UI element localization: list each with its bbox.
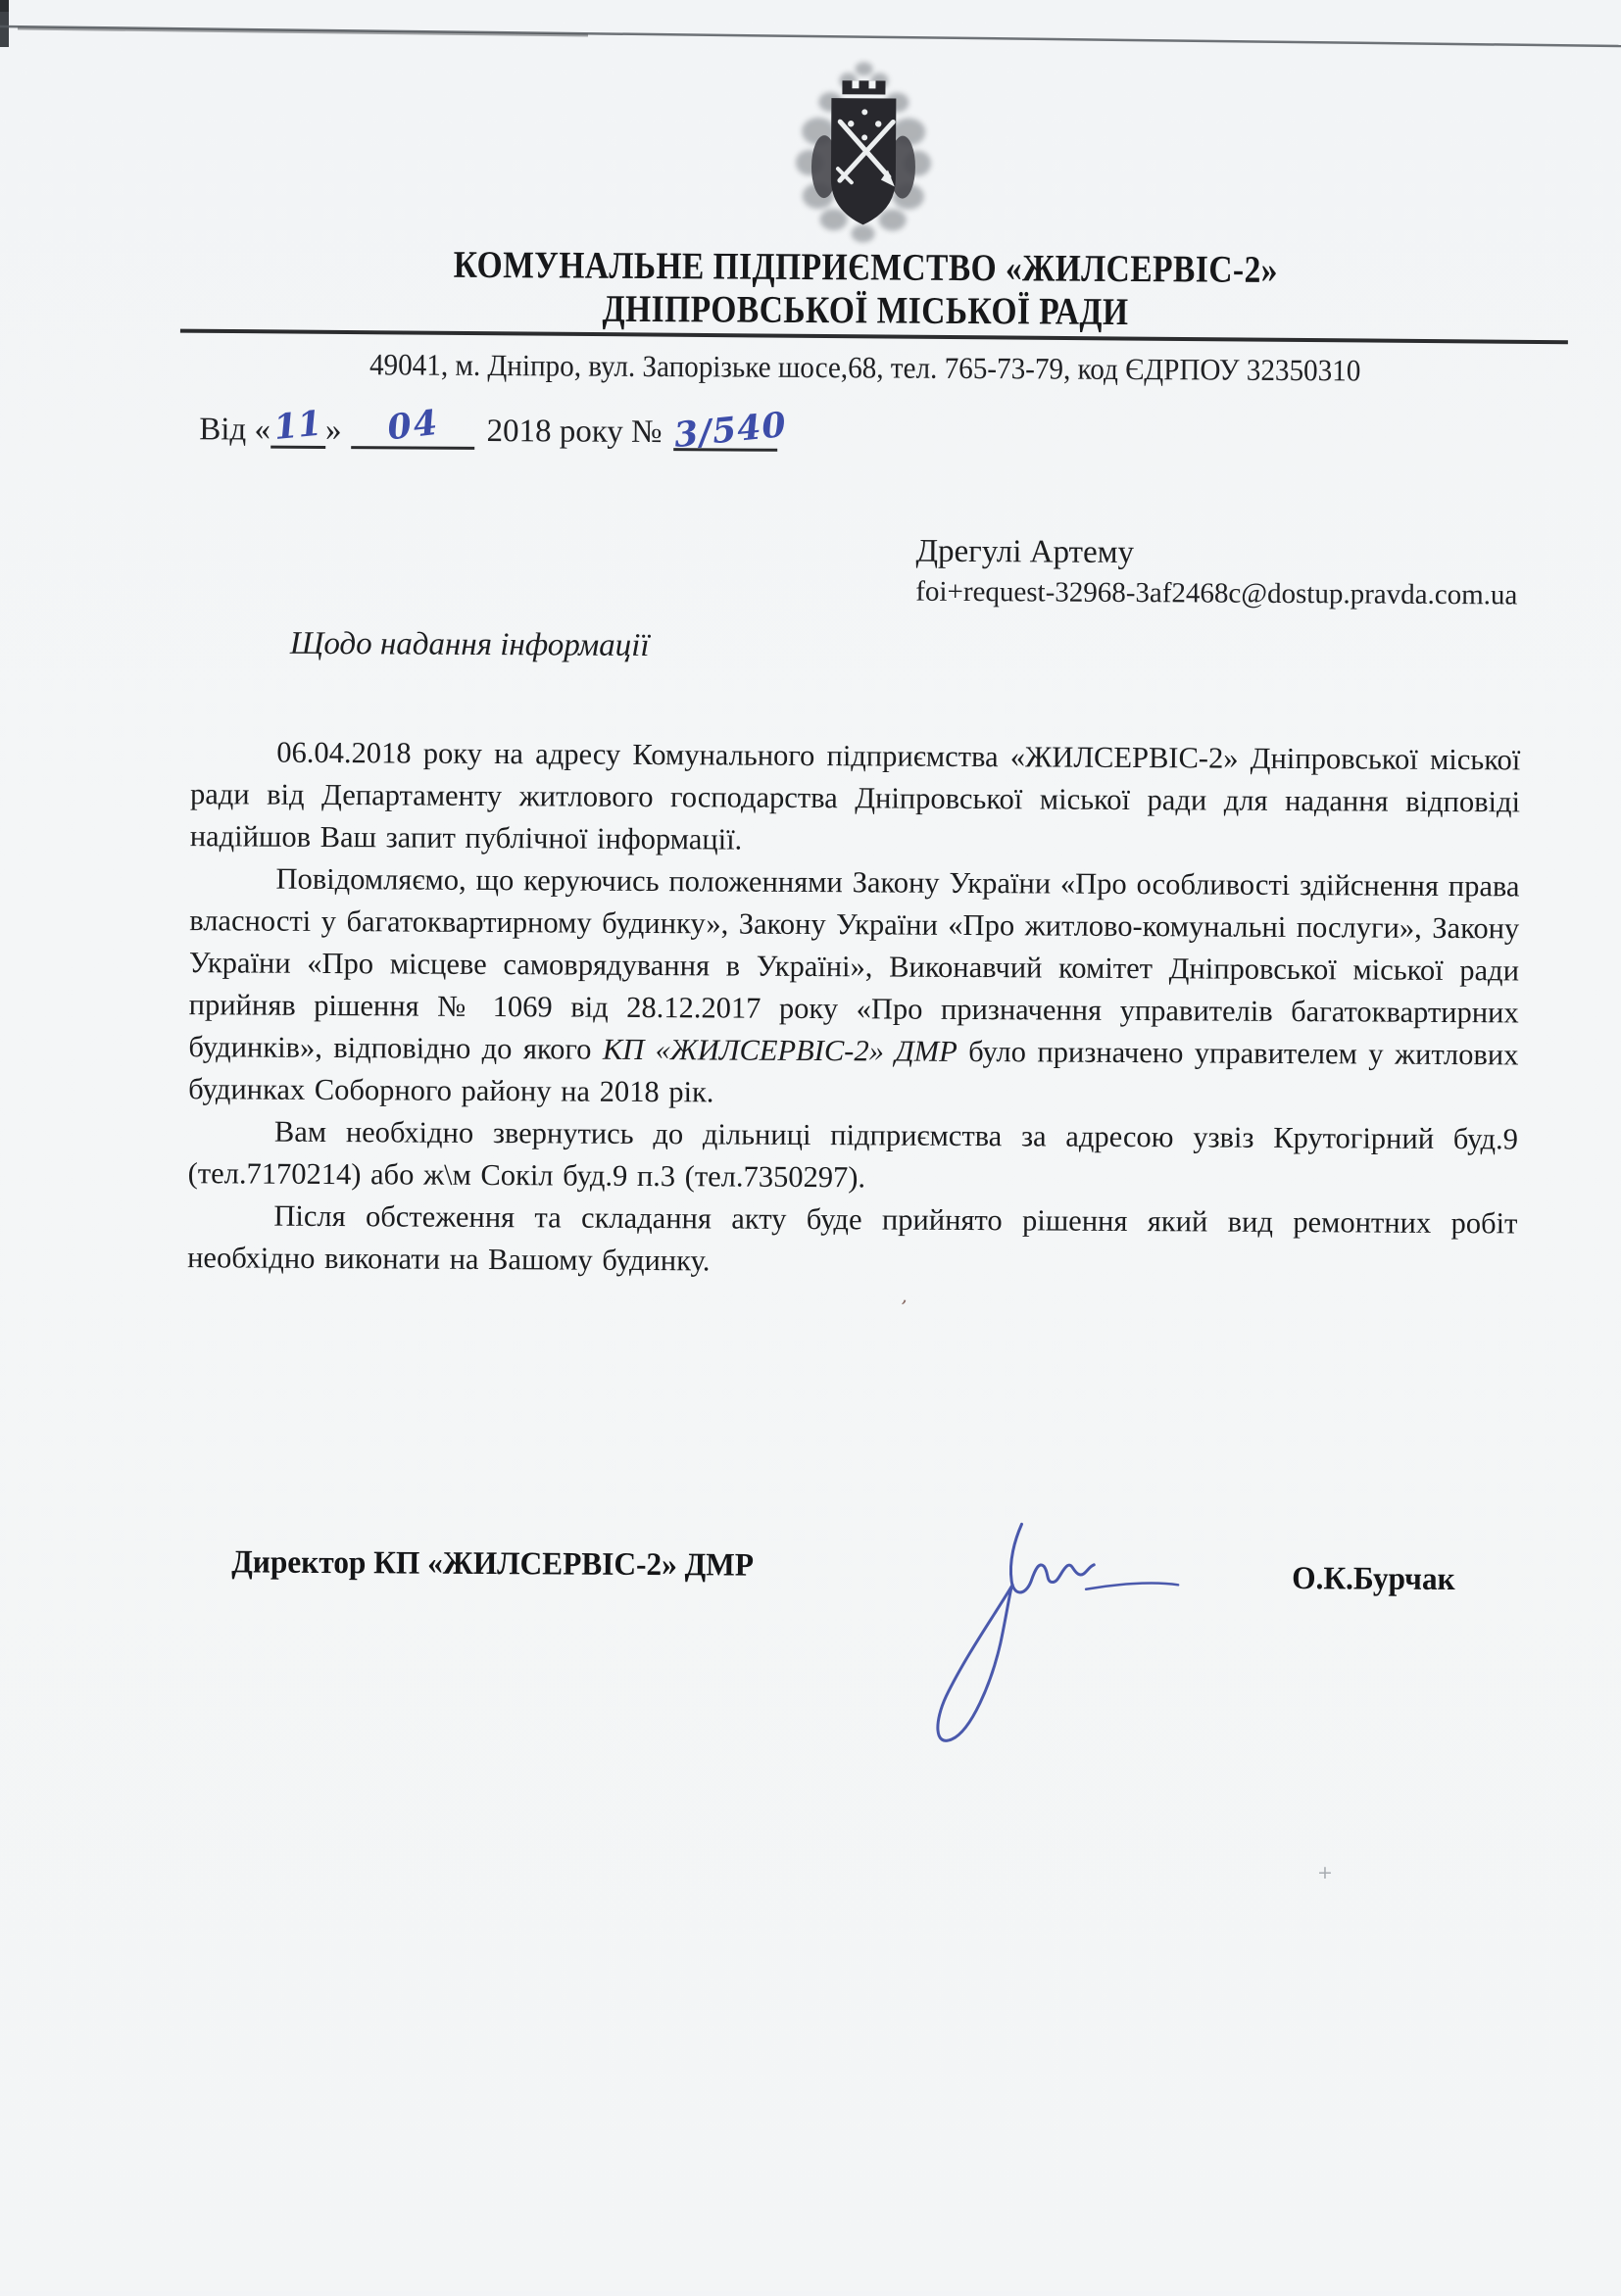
- paragraph-3: Вам необхідно звернутись до дільниці підприємства за адресою узвіз Крутогірний буд.9 (тел.7170214) або ж\м Сокіл буд.9 п.3 (тел.7350297).: [187, 1114, 1519, 1195]
- reference-line: [199, 402, 789, 457]
- handwritten-signature: [871, 1509, 1216, 1785]
- signer-name: О.К.Бурчак: [1292, 1561, 1455, 1598]
- org-name-line2: ДНІПРОВСЬКОЇ МІСЬКОЇ РАДИ: [602, 287, 1129, 333]
- org-name: [218, 242, 1514, 336]
- scan-fleck-tick: ’: [897, 1295, 909, 1320]
- battlement: [842, 80, 885, 94]
- ref-year-number-label: 2018 року №: [486, 413, 663, 451]
- recipient-block: [915, 534, 1517, 612]
- handwritten-doc-number: 3/540: [672, 404, 789, 457]
- ref-quote-close: »: [324, 412, 342, 449]
- ref-month-blank: [351, 402, 474, 450]
- coat-of-arms-logo: [788, 51, 938, 248]
- paragraph-2-emphasis: КП «ЖИЛСЕРВІС-2» ДМР: [602, 1032, 958, 1068]
- paragraph-4: Після обстеження та складання акту буде прийнято рішення який вид ремонтних робіт необхідно виконати на Вашому будинку.: [187, 1198, 1518, 1278]
- subject-line: Щодо надання інформації: [289, 625, 650, 664]
- recipient-email: foi+request-32968-3af2468c@dostup.pravda.com.ua: [915, 575, 1518, 611]
- handwritten-day: 11: [271, 403, 324, 449]
- scan-fleck-plus: +: [1317, 1862, 1333, 1883]
- paragraph-1: 06.04.2018 року на адресу Комунального підприємства «ЖИЛСЕРВІС-2» Дніпровської міської ради від Департаменту житлового господарства Дніпровської міської ради для надання відповіді надійшов Ваш запит публічної інформації.: [189, 735, 1521, 856]
- paragraph-2-start: Повідомляємо, що керуючись положеннями Закону України «Про особливості здійснення права власності у багатоквартирному будинку», Закону України «Про житлово-комунальні послуги», Закону України «Про місцеве самоврядування в Україні», Виконавчий комітет Дніпровської міської ради прийняв рішення № 1069 від 28.12.2017 року «Про призначення управителів багатоквартирних будинків», відповідно до якого: [188, 861, 1520, 1066]
- paragraph-2-end: було призначено управителем у житлових будинках Соборного району на 2018 рік.: [188, 1034, 1519, 1109]
- org-name-line1: КОМУНАЛЬНЕ ПІДПРИЄМСТВО «ЖИЛСЕРВІС-2»: [453, 243, 1279, 291]
- handwritten-month: 04: [385, 402, 442, 449]
- ref-from-label: Від «: [199, 412, 271, 448]
- org-address-line: 49041, м. Дніпро, вул. Запорізьке шосе,68, тел. 765-73-79, код ЄДРПОУ 32350310: [368, 347, 1361, 388]
- recipient-name: Дрегулі Артему: [915, 533, 1135, 571]
- shield: [831, 98, 897, 224]
- paragraph-2: [188, 857, 1520, 1118]
- letter-body: [187, 731, 1520, 1287]
- ref-day-blank: [270, 403, 325, 449]
- signer-title: Директор КП «ЖИЛСЕРВІС-2» ДМР: [231, 1544, 755, 1584]
- ref-number-blank: [672, 404, 789, 457]
